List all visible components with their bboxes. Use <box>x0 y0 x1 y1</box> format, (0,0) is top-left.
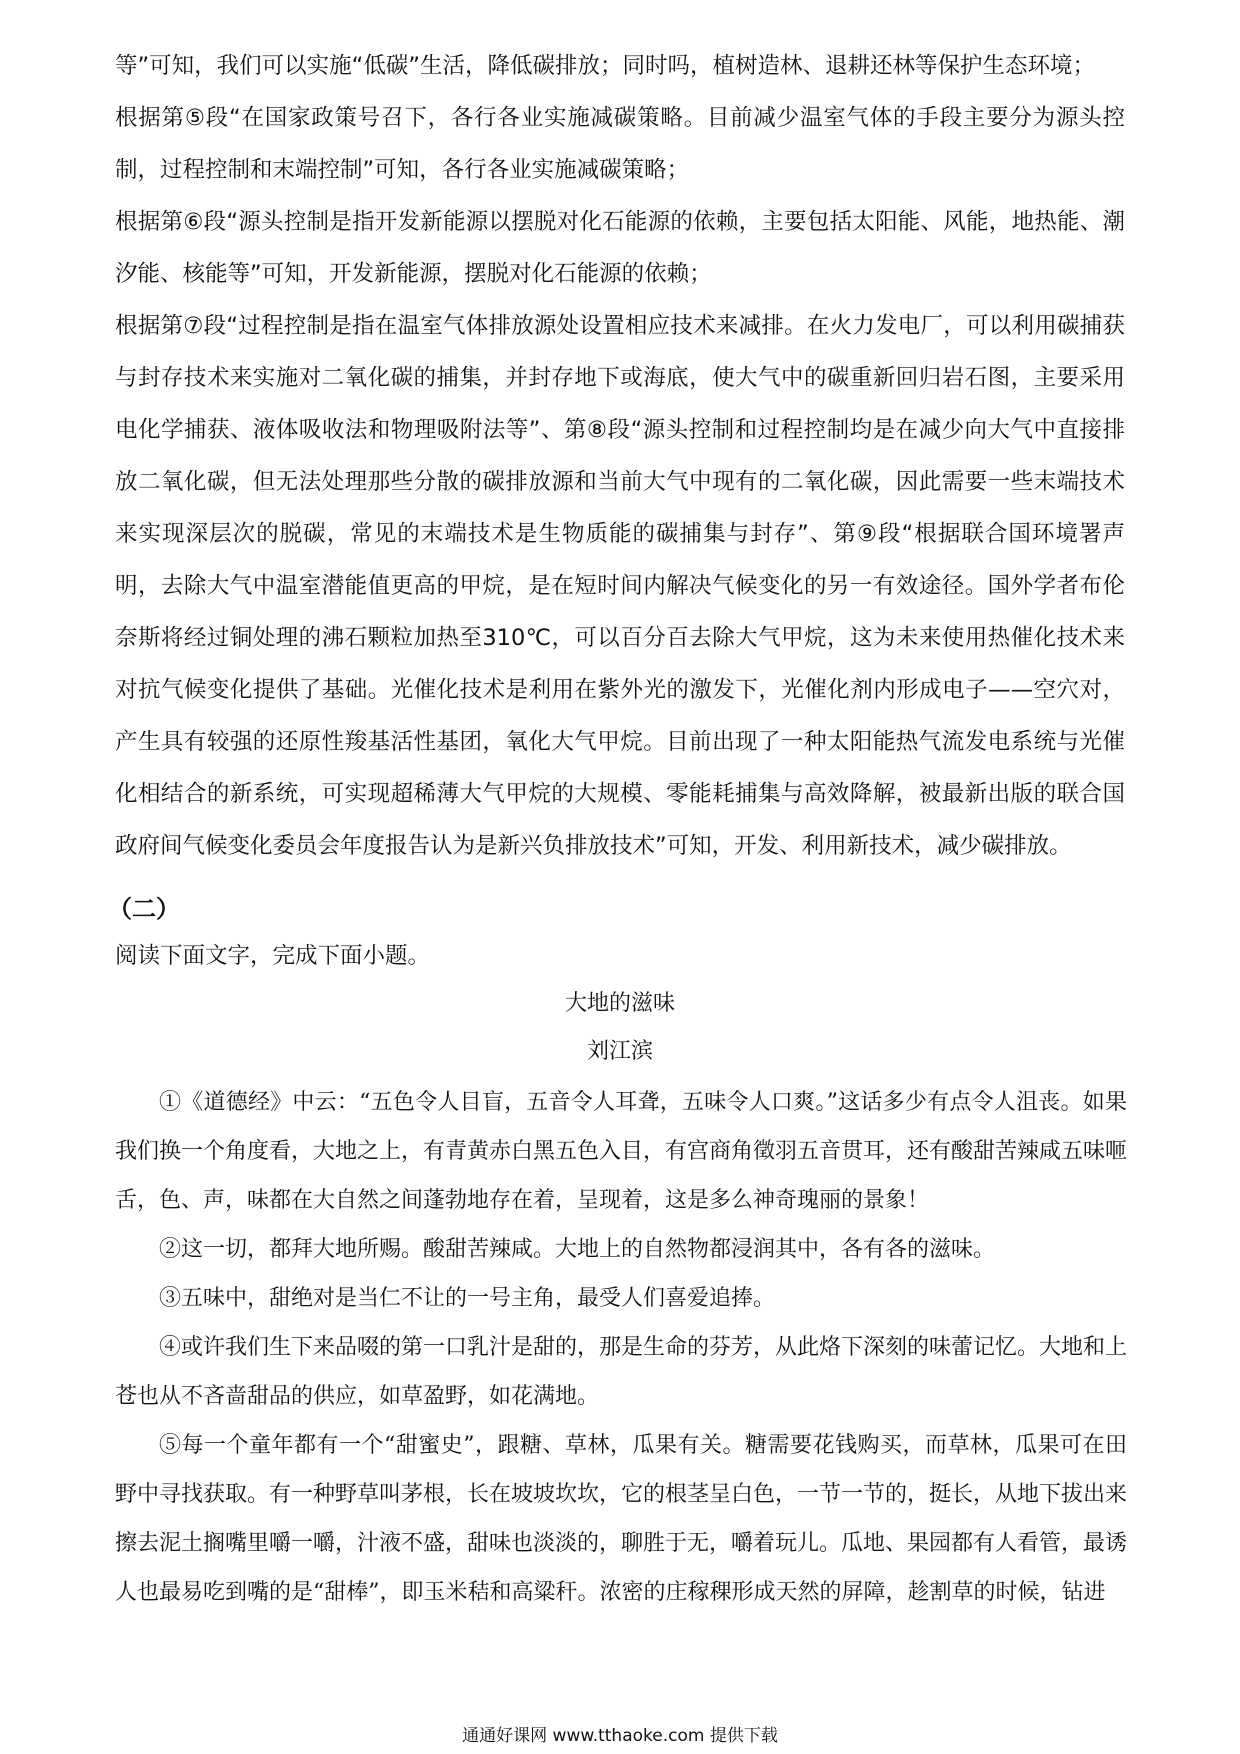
article-author: 刘江滨 <box>586 1039 653 1064</box>
answer-paragraph: 根据第⑥段“源头控制是指开发新能源以摆脱对化石能源的依赖，主要包括太阳能、风能，地热能、潮汐能、核能等”可知，开发新能源，摆脱对化石能源的依赖； <box>115 209 1125 287</box>
page-footer: 通通好课网 www.tthaoke.com 提供下载 <box>462 1726 778 1746</box>
article-paragraph: ⑤每一个童年都有一个“甜蜜史”，跟糖、草林，瓜果有关。糖需要花钱购买，而草林，瓜果可在田野中寻找获取。有一种野草叫茅根，长在坡坡坎坎，它的根茎呈白色，一节一节的，挺长，从地下拔出来擦去泥土搁嘴里嚼一嚼，汁液不盛，甜味也淡淡的，聊胜于无，嚼着玩儿。瓜地、果园都有人看管，最诱人也最易吃到嘴的是“甜棒”，即玉米秸和高粱秆。浓密的庄稼稞形成天然的屏障，趁割草的时候，钻进 <box>115 1433 1128 1605</box>
reading-instruction: 阅读下面文字，完成下面小题。 <box>115 943 431 969</box>
answer-paragraph: 等”可知，我们可以实施“低碳”生活，降低碳排放；同时吗，植树造林、退耕还林等保护生态环境； <box>115 53 1095 79</box>
article-paragraph: ④或许我们生下来品啜的第一口乳汁是甜的，那是生命的芬芳，从此烙下深刻的味蕾记忆。大地和上苍也从不吝啬甜品的供应，如草盈野，如花满地。 <box>115 1335 1128 1409</box>
article-paragraph: ①《道德经》中云：“五色令人目盲，五音令人耳聋，五味令人口爽。”这话多少有点令人沮丧。如果我们换一个角度看，大地之上，有青黄赤白黑五色入目，有宫商角徵羽五音贯耳，还有酸甜苦辣咸五味咂舌，色、声，味都在大自然之间蓬勃地存在着，呈现着，这是多么神奇瑰丽的景象！ <box>115 1090 1128 1213</box>
answer-paragraph: 根据第⑦段“过程控制是指在温室气体排放源处设置相应技术来减排。在火力发电厂，可以利用碳捕获与封存技术来实施对二氧化碳的捕集，并封存地下或海底，使大气中的碳重新回归岩石图，主要采用电化学捕获、液体吸收法和物理吸附法等”、第⑧段“源头控制和过程控制均是在减少向大气中直接排放二氧化碳，但无法处理那些分散的碳排放源和当前大气中现有的二氧化碳，因此需要一些末端技术来实现深层次的脱碳，常见的末端技术是生物质能的碳捕集与封存”、第⑨段“根据联合国环境署声明，去除大气中温室潜能值更高的甲烷，是在短时间内解决气候变化的另一有效途径。国外学者布伦奈斯将经过铜处理的沸石颗粒加热至310℃，可以百分百去除大气甲烷，这为未来使用热催化技术来对抗气候变化提供了基础。光催化技术是利用在紫外光的激发下，光催化剂内形成电子——空穴对，产生具有较强的还原性羧基活性基团，氧化大气甲烷。目前出现了一种太阳能热气流发电系统与光催化相结合的新系统，可实现超稀薄大气甲烷的大规模、零能耗捕集与高效降解，被最新出版的联合国政府间气候变化委员会年度报告认为是新兴负排放技术”可知，开发、利用新技术，减少碳排放。 <box>115 313 1125 859</box>
article-body <box>115 1078 1127 1617</box>
article-title: 大地的滋味 <box>564 991 675 1016</box>
article-paragraph: ②这一切，都拜大地所赐。酸甜苦辣咸。大地上的自然物都浸润其中，各有各的滋味。 <box>159 1237 996 1262</box>
section-heading: （二） <box>108 895 180 923</box>
article-paragraph: ③五味中，甜绝对是当仁不让的一号主角，最受人们喜爱追捧。 <box>159 1286 776 1311</box>
answer-paragraph: 根据第⑤段“在国家政策号召下，各行各业实施减碳策略。目前减少温室气体的手段主要分为源头控制，过程控制和末端控制”可知，各行各业实施减碳策略； <box>115 105 1125 183</box>
answer-analysis <box>115 40 1125 872</box>
